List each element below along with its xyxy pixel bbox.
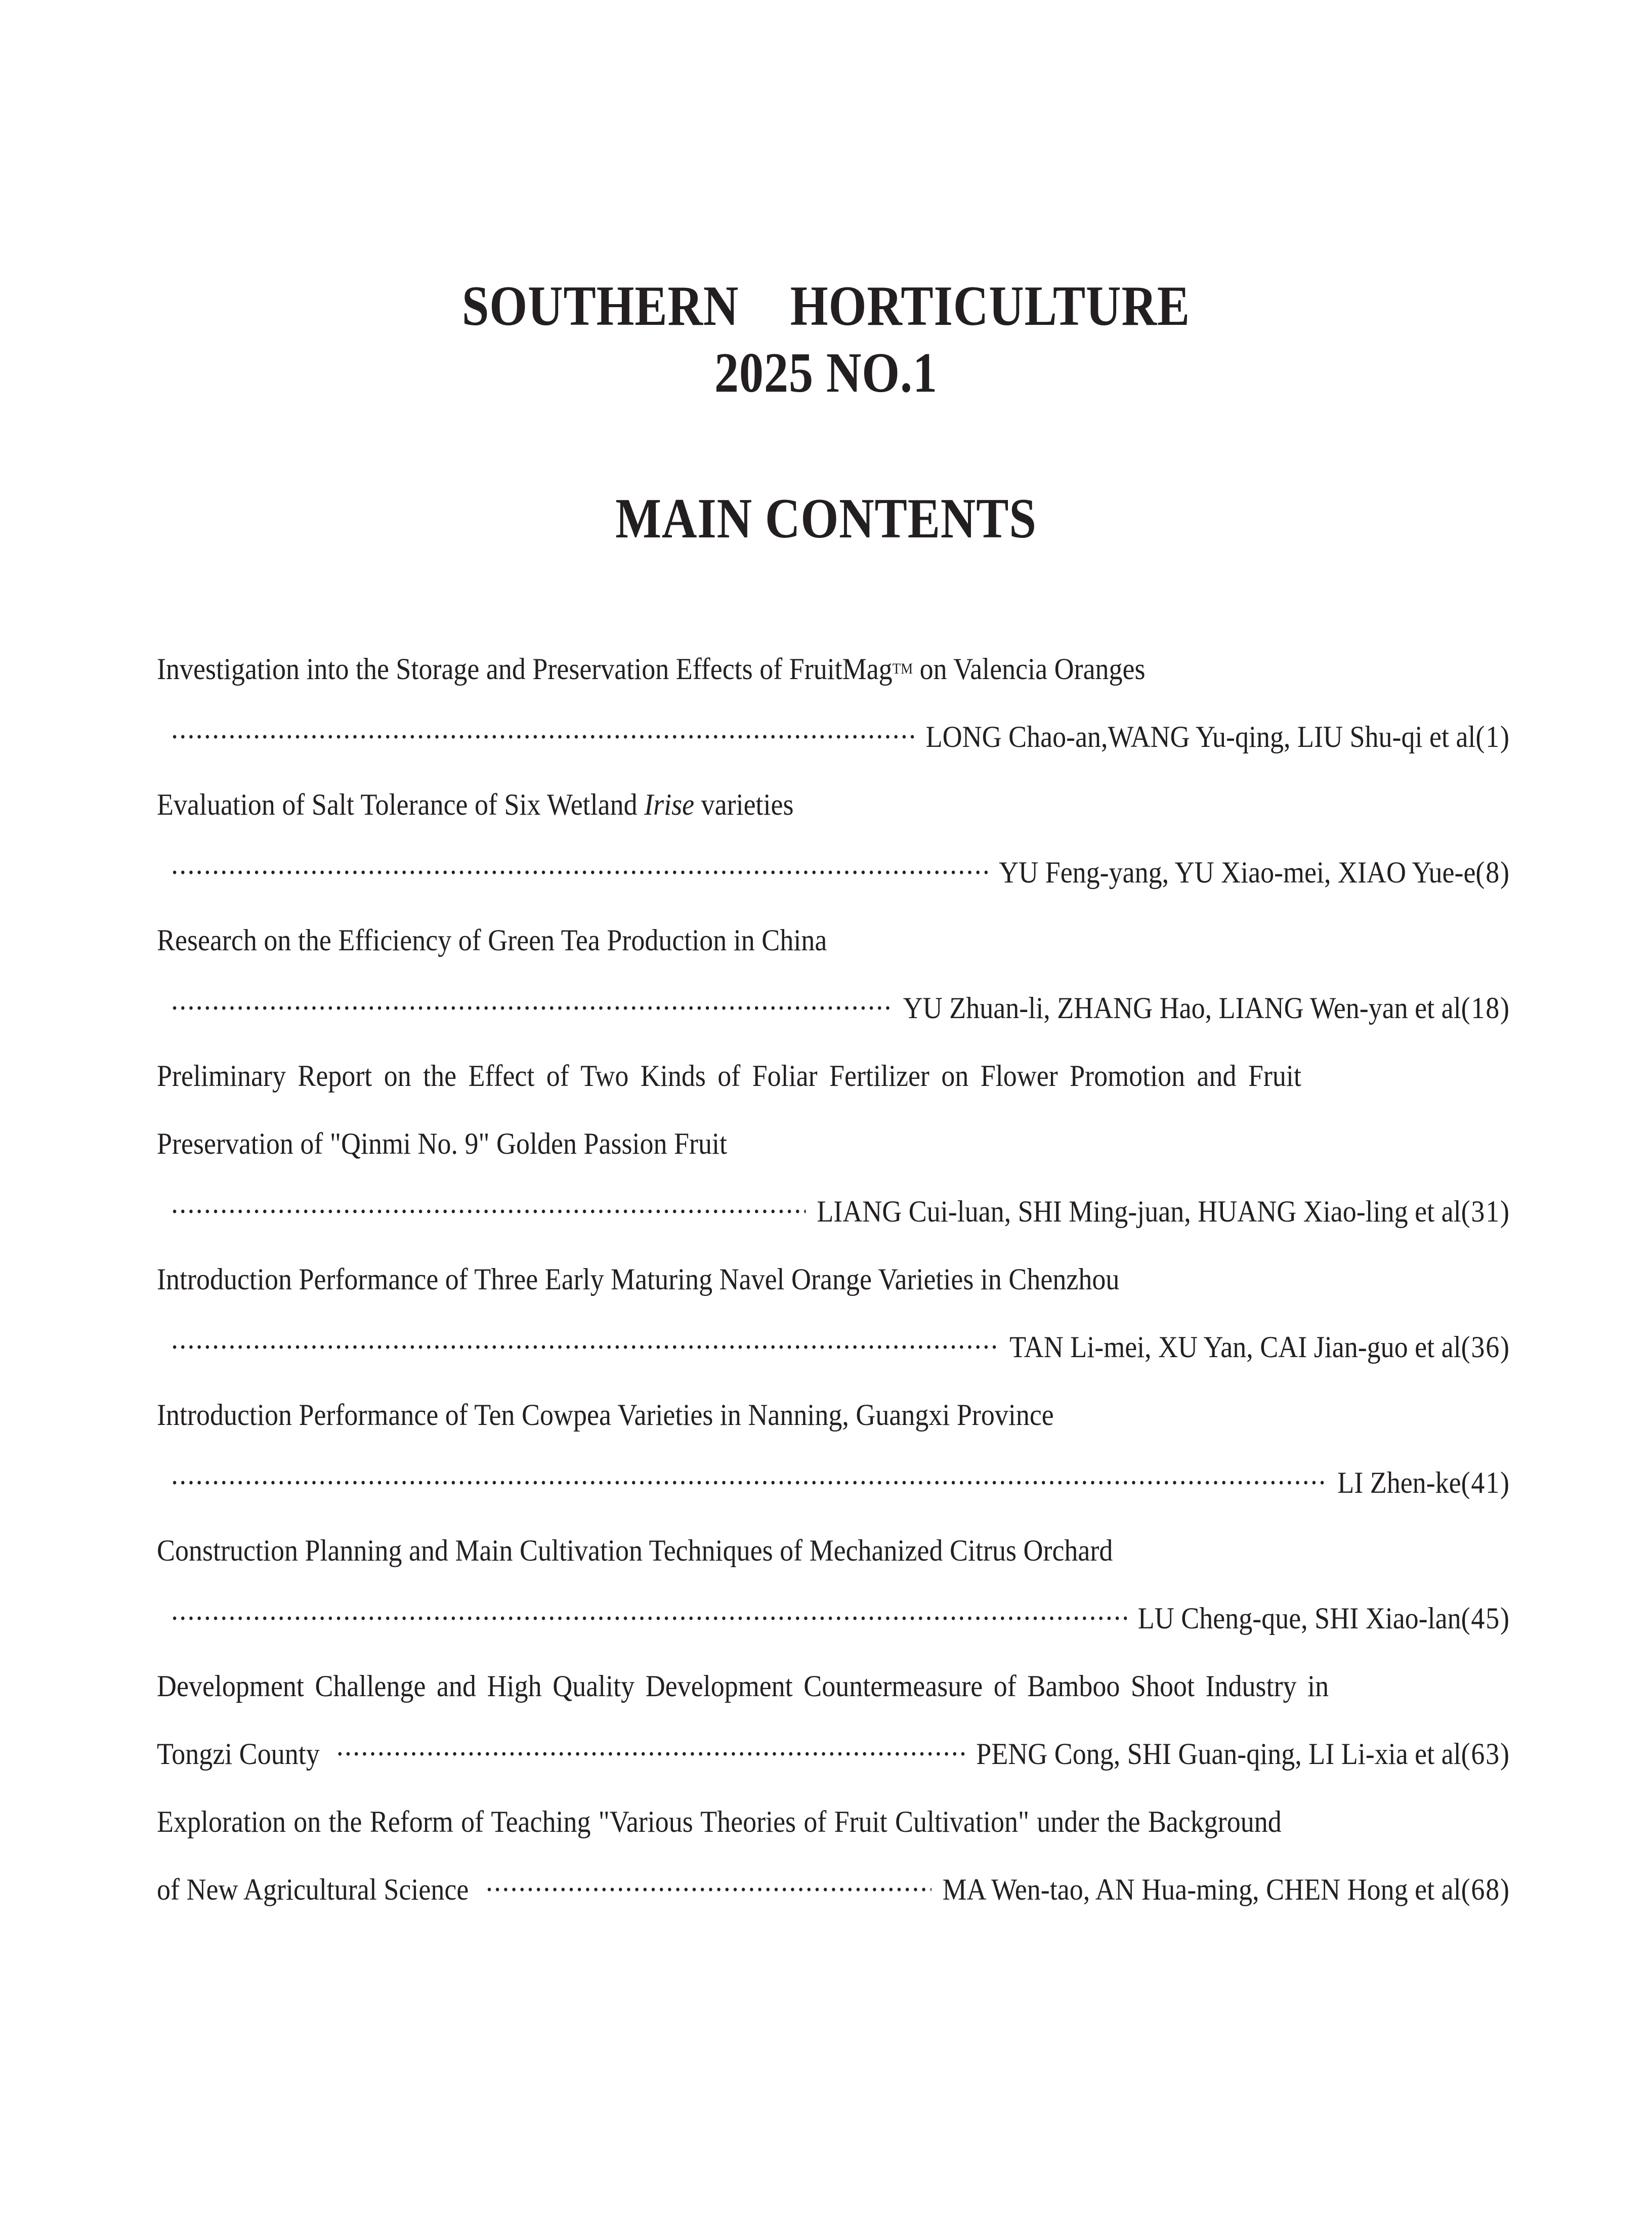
- entry-authors: LI Zhen-ke: [1337, 1465, 1461, 1499]
- entry-authors: LU Cheng-que, SHI Xiao-lan: [1137, 1601, 1461, 1635]
- entry-authors: MA Wen-tao, AN Hua-ming, CHEN Hong et al: [942, 1872, 1461, 1906]
- trademark-mark: TM: [892, 660, 913, 677]
- toc-entry[interactable]: [157, 1042, 1510, 1245]
- table-of-contents: [157, 635, 1510, 1923]
- entry-authors: LONG Chao-an,WANG Yu-qing, LIU Shu-qi et al: [925, 720, 1476, 753]
- contents-heading: MAIN CONTENTS: [615, 487, 1037, 550]
- entry-authors: YU Zhuan-li, ZHANG Hao, LIANG Wen-yan et al: [903, 991, 1461, 1025]
- entry-title: [157, 1652, 1510, 1720]
- entry-page-number[interactable]: (63): [1461, 1737, 1510, 1771]
- entry-title-continued: [157, 1110, 1510, 1178]
- dot-leader: [171, 1467, 1327, 1498]
- entry-byline: [157, 1313, 1510, 1381]
- entry-page-number[interactable]: (41): [1461, 1465, 1510, 1499]
- toc-entry[interactable]: [157, 635, 1510, 771]
- entry-byline: [157, 1449, 1510, 1517]
- entry-title: [157, 635, 1510, 703]
- entry-authors: YU Feng-yang, YU Xiao-mei, XIAO Yue-e: [999, 855, 1476, 889]
- entry-title-text: Preservation of "Qinmi No. 9" Golden Passion Fruit: [157, 1126, 728, 1160]
- toc-entry[interactable]: [157, 1652, 1510, 1788]
- entry-authors: TAN Li-mei, XU Yan, CAI Jian-guo et al: [1009, 1330, 1461, 1364]
- entry-page-number[interactable]: (45): [1461, 1601, 1510, 1635]
- entry-byline: [157, 1720, 1510, 1788]
- dot-leader: [336, 1739, 965, 1769]
- entry-title: [157, 1788, 1510, 1856]
- entry-byline: [157, 974, 1510, 1042]
- entry-title: [157, 771, 1510, 838]
- entry-byline: [157, 703, 1510, 771]
- dot-leader: [485, 1874, 931, 1905]
- entry-page-number[interactable]: (18): [1461, 991, 1510, 1025]
- entry-title: [157, 1042, 1510, 1110]
- entry-title-text: Construction Planning and Main Cultivation Techniques of Mechanized Citrus Orchard: [157, 1533, 1113, 1567]
- entry-authors: LIANG Cui-luan, SHI Ming-juan, HUANG Xiao-ling et al: [817, 1194, 1461, 1228]
- journal-title: SOUTHERN HORTICULTURE: [461, 275, 1190, 338]
- entry-title-text: Introduction Performance of Three Early Maturing Navel Orange Varieties in Chenzhou: [157, 1262, 1120, 1296]
- entry-title-text: Introduction Performance of Ten Cowpea Varieties in Nanning, Guangxi Province: [157, 1398, 1054, 1432]
- entry-byline: [157, 1584, 1510, 1652]
- issue-label: 2025 NO.1: [714, 342, 938, 404]
- entry-byline: [157, 838, 1510, 906]
- entry-title-suffix: on Valencia Oranges: [913, 652, 1146, 686]
- entry-byline: [157, 1856, 1510, 1923]
- entry-page-number[interactable]: (31): [1461, 1194, 1510, 1228]
- entry-title-text: Preliminary Report on the Effect of Two Kinds of Foliar Fertilizer on Flower Promotion and Fruit: [157, 1059, 1301, 1093]
- entry-authors: PENG Cong, SHI Guan-qing, LI Li-xia et al: [976, 1737, 1461, 1771]
- toc-entry[interactable]: [157, 1788, 1510, 1923]
- entry-title: [157, 906, 1510, 974]
- entry-title-suffix: varieties: [694, 787, 794, 821]
- entry-title-text: Research on the Efficiency of Green Tea Production in China: [157, 923, 827, 957]
- entry-title-text: Development Challenge and High Quality Development Countermeasure of Bamboo Shoot Industry in: [157, 1669, 1329, 1703]
- entry-title: [157, 1381, 1510, 1449]
- entry-title-italic: Irise: [644, 787, 695, 821]
- dot-leader: [171, 993, 892, 1023]
- entry-title-text: Exploration on the Reform of Teaching "Various Theories of Fruit Cultivation" under the Background: [157, 1804, 1282, 1838]
- toc-entry[interactable]: [157, 906, 1510, 1042]
- entry-title-text: Evaluation of Salt Tolerance of Six Wetland: [157, 787, 645, 821]
- entry-page-number[interactable]: (68): [1461, 1872, 1510, 1906]
- dot-leader: [171, 857, 988, 888]
- dot-leader: [171, 1332, 998, 1362]
- entry-page-number[interactable]: (1): [1475, 720, 1510, 753]
- entry-page-number[interactable]: (36): [1461, 1330, 1510, 1364]
- dot-leader: [171, 1196, 806, 1227]
- entry-title: [157, 1245, 1510, 1313]
- entry-title-text: of New Agricultural Science: [157, 1872, 469, 1906]
- entry-byline: [157, 1178, 1510, 1245]
- dot-leader: [171, 1603, 1127, 1633]
- entry-title-text: Tongzi County: [157, 1737, 320, 1771]
- toc-entry[interactable]: [157, 1381, 1510, 1517]
- entry-title-text: Investigation into the Storage and Preservation Effects of FruitMag: [157, 652, 893, 686]
- dot-leader: [171, 722, 915, 752]
- toc-entry[interactable]: [157, 1245, 1510, 1381]
- toc-entry[interactable]: [157, 771, 1510, 906]
- entry-page-number[interactable]: (8): [1475, 855, 1510, 889]
- entry-title: [157, 1517, 1510, 1584]
- toc-entry[interactable]: [157, 1517, 1510, 1652]
